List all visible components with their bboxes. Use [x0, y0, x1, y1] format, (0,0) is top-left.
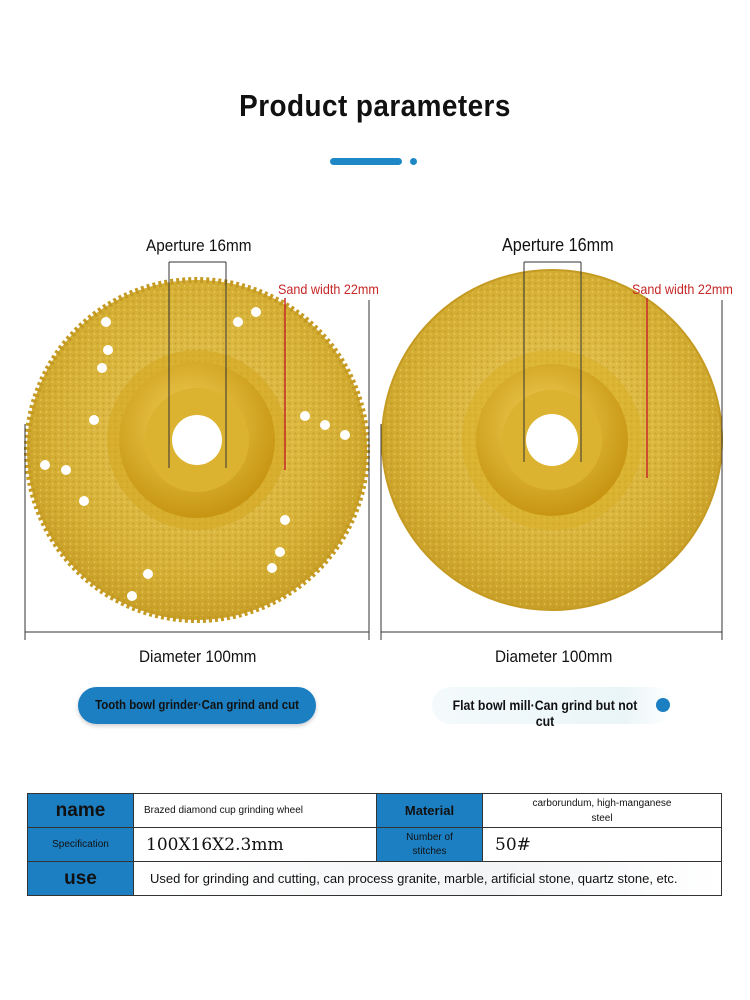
- material-value-line1: carborundum, high-manganese: [532, 797, 672, 809]
- use-header: use: [28, 862, 134, 896]
- material-value: [483, 794, 722, 828]
- use-value: Used for grinding and cutting, can process granite, marble, artificial stone, quartz stone, etc.: [134, 862, 722, 896]
- material-header: Material: [377, 794, 483, 828]
- left-aperture-label: Aperture 16mm: [146, 236, 252, 255]
- stitches-header-line1: Number of: [406, 831, 453, 843]
- stitches-header-line2: stitches: [412, 845, 447, 857]
- table-row: [28, 862, 722, 896]
- left-diameter-label: Diameter 100mm: [139, 647, 257, 666]
- page-title: Product parameters: [239, 88, 511, 123]
- material-value-line2: steel: [591, 812, 613, 824]
- caption-dot: [656, 698, 670, 712]
- tooth-bowl-caption: [78, 687, 316, 724]
- spec-table: [27, 793, 722, 896]
- right-diameter-label: Diameter 100mm: [495, 647, 613, 666]
- right-aperture-label: Aperture 16mm: [502, 235, 614, 255]
- left-sand-width-label: Sand width 22mm: [278, 281, 379, 297]
- stitches-header: [377, 828, 483, 862]
- table-row: [28, 828, 722, 862]
- flat-bowl-wheel: [382, 270, 722, 610]
- table-row: [28, 794, 722, 828]
- flat-bowl-caption-text: Flat bowl mill·Can grind but not cut: [452, 697, 638, 729]
- flat-bowl-caption: [432, 687, 672, 729]
- right-sand-width-label: Sand width 22mm: [632, 281, 733, 297]
- name-value: Brazed diamond cup grinding wheel: [134, 794, 377, 828]
- tooth-bowl-wheel: [27, 280, 367, 620]
- spec-header: Specification: [28, 828, 134, 862]
- name-header: name: [28, 794, 134, 828]
- tooth-bowl-caption-text: Tooth bowl grinder·Can grind and cut: [95, 697, 299, 712]
- stitches-value: 50#: [483, 828, 722, 862]
- spec-value: 100X16X2.3mm: [134, 828, 377, 862]
